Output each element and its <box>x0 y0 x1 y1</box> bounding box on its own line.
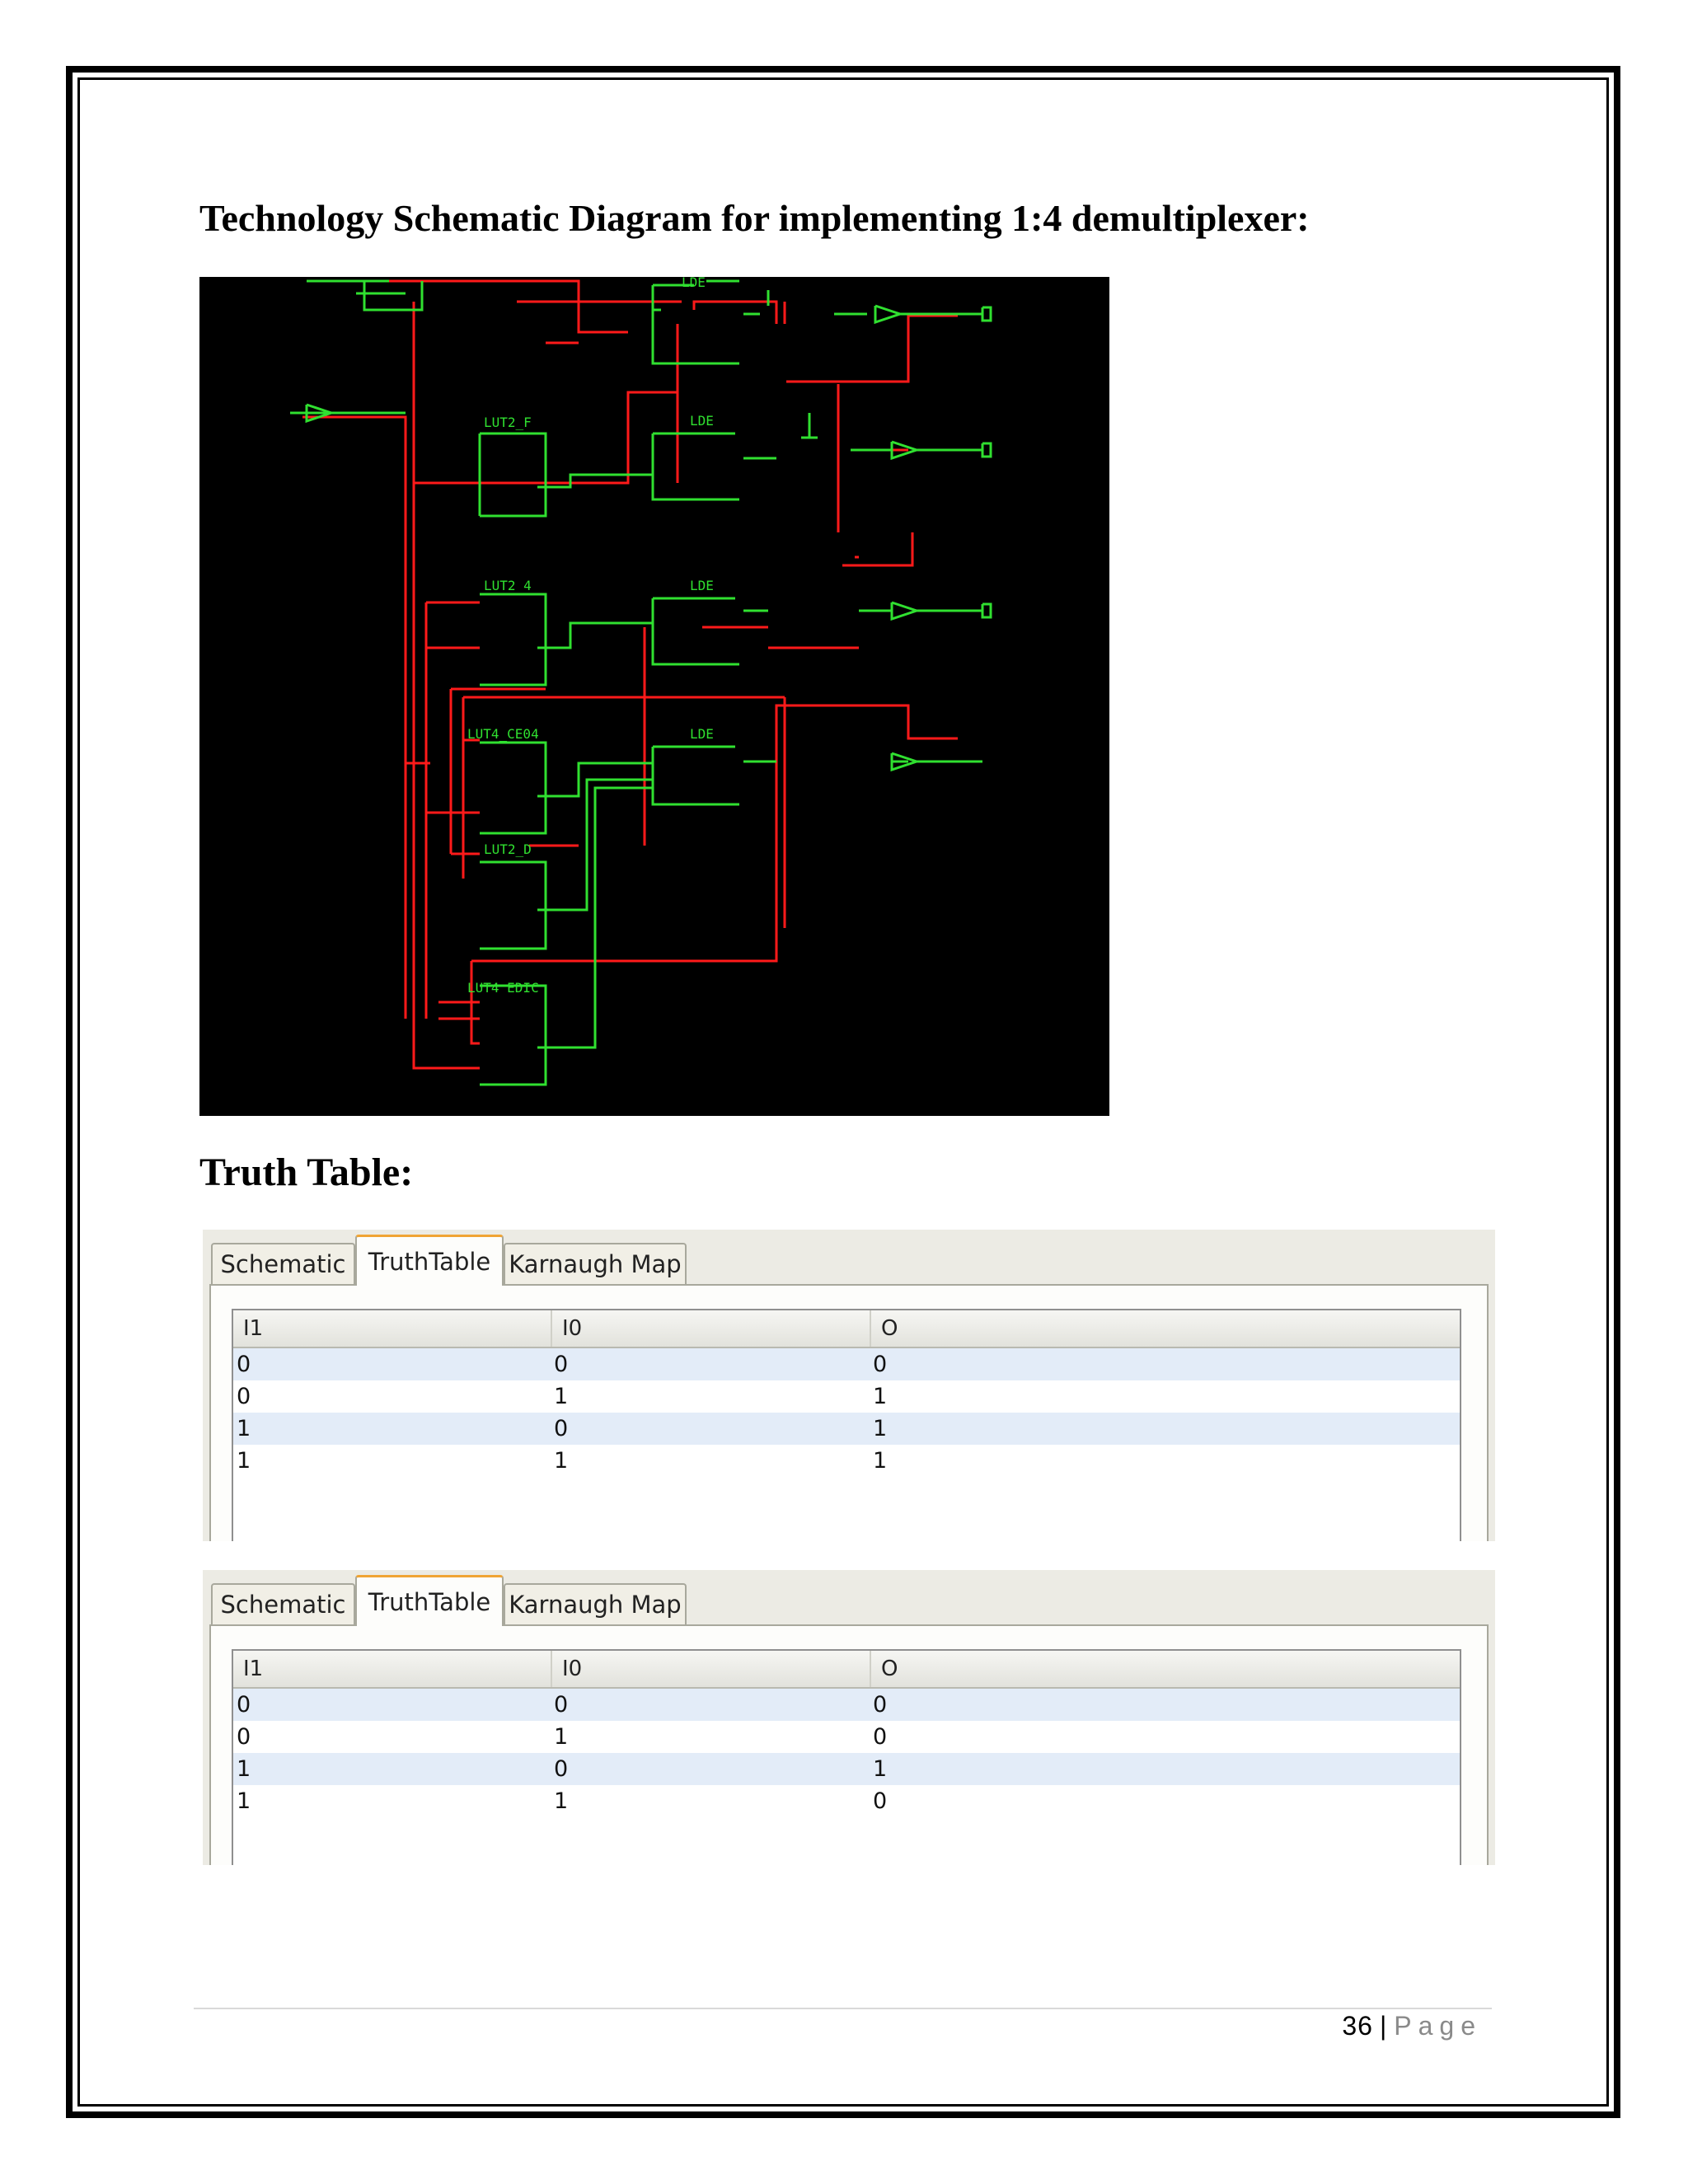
cell-i1: 0 <box>237 1384 251 1409</box>
cell-i0: 1 <box>554 1384 569 1409</box>
grid-header <box>233 1651 1460 1689</box>
tab-truthtable[interactable]: TruthTable <box>355 1235 504 1286</box>
page-word: Page <box>1394 2011 1482 2041</box>
cell-i1: 1 <box>237 1788 251 1814</box>
table-row[interactable] <box>233 1445 1460 1477</box>
table-row[interactable] <box>233 1785 1460 1817</box>
cell-o: 0 <box>873 1788 888 1814</box>
cell-i1: 0 <box>237 1692 251 1718</box>
cell-i0: 0 <box>554 1692 569 1718</box>
tab-schematic[interactable]: Schematic <box>211 1583 355 1624</box>
green-cells <box>290 281 991 1085</box>
table-row[interactable] <box>233 1753 1460 1785</box>
cell-i0: 1 <box>554 1448 569 1474</box>
page-number-separator: | <box>1379 2011 1388 2041</box>
schematic-label: LDE <box>690 726 714 742</box>
cell-o: 0 <box>873 1352 888 1377</box>
column-header-i1[interactable]: I1 <box>243 1657 264 1681</box>
table-row[interactable] <box>233 1689 1460 1721</box>
cell-i0: 0 <box>554 1416 569 1441</box>
schematic-label: LUT4 EDIC <box>467 980 539 996</box>
page-number-value: 36 <box>1342 2011 1373 2041</box>
column-header-i1[interactable]: I1 <box>243 1316 264 1341</box>
cell-i0: 0 <box>554 1352 569 1377</box>
table-row[interactable] <box>233 1380 1460 1413</box>
cell-o: 1 <box>873 1384 888 1409</box>
column-header-o[interactable]: O <box>870 1310 1456 1347</box>
cell-i1: 0 <box>237 1352 251 1377</box>
cell-o: 1 <box>873 1416 888 1441</box>
schematic-label: LDE <box>690 578 714 593</box>
table-row[interactable] <box>233 1413 1460 1445</box>
page-number <box>1342 2011 1482 2041</box>
cell-i1: 1 <box>237 1416 251 1441</box>
tab-karnaugh-map[interactable]: Karnaugh Map <box>504 1243 687 1284</box>
cell-i1: 1 <box>237 1756 251 1782</box>
truth-table-grid <box>232 1309 1461 1541</box>
footer-divider <box>194 2008 1492 2009</box>
cell-o: 0 <box>873 1724 888 1750</box>
cell-o: 1 <box>873 1756 888 1782</box>
cell-o: 1 <box>873 1448 888 1474</box>
schematic-label: LUT2_F <box>484 415 532 430</box>
schematic-label: LDE <box>682 277 706 290</box>
cell-o: 0 <box>873 1692 888 1718</box>
tab-karnaugh-map[interactable]: Karnaugh Map <box>504 1583 687 1624</box>
truth-table-grid <box>232 1649 1461 1865</box>
cell-i0: 1 <box>554 1788 569 1814</box>
column-header-o[interactable]: O <box>870 1651 1456 1687</box>
truth-table-heading: Truth Table: <box>199 1151 414 1194</box>
grid-header <box>233 1310 1460 1348</box>
schematic-label: LUT4_CE04 <box>467 726 539 742</box>
tab-truthtable[interactable]: TruthTable <box>355 1575 504 1626</box>
cell-i1: 1 <box>237 1448 251 1474</box>
cell-i1: 0 <box>237 1724 251 1750</box>
truth-table-window-2 <box>203 1570 1495 1865</box>
truth-table-window-1 <box>203 1230 1495 1541</box>
cell-i0: 0 <box>554 1756 569 1782</box>
table-row[interactable] <box>233 1721 1460 1753</box>
tab-content <box>209 1624 1489 1865</box>
red-nets <box>302 281 958 1068</box>
tab-content <box>209 1284 1489 1541</box>
cell-i0: 1 <box>554 1724 569 1750</box>
tab-schematic[interactable]: Schematic <box>211 1243 355 1284</box>
schematic-heading: Technology Schematic Diagram for implementing 1:4 demultiplexer: <box>199 197 1310 239</box>
table-row[interactable] <box>233 1348 1460 1380</box>
technology-schematic-image <box>199 277 1109 1116</box>
schematic-label: LDE <box>690 413 714 429</box>
schematic-label: LUT2_D <box>484 841 532 857</box>
schematic-label: LUT2 4 <box>484 578 532 593</box>
column-header-i0[interactable]: I0 <box>551 1651 870 1687</box>
column-header-i0[interactable]: I0 <box>551 1310 870 1347</box>
